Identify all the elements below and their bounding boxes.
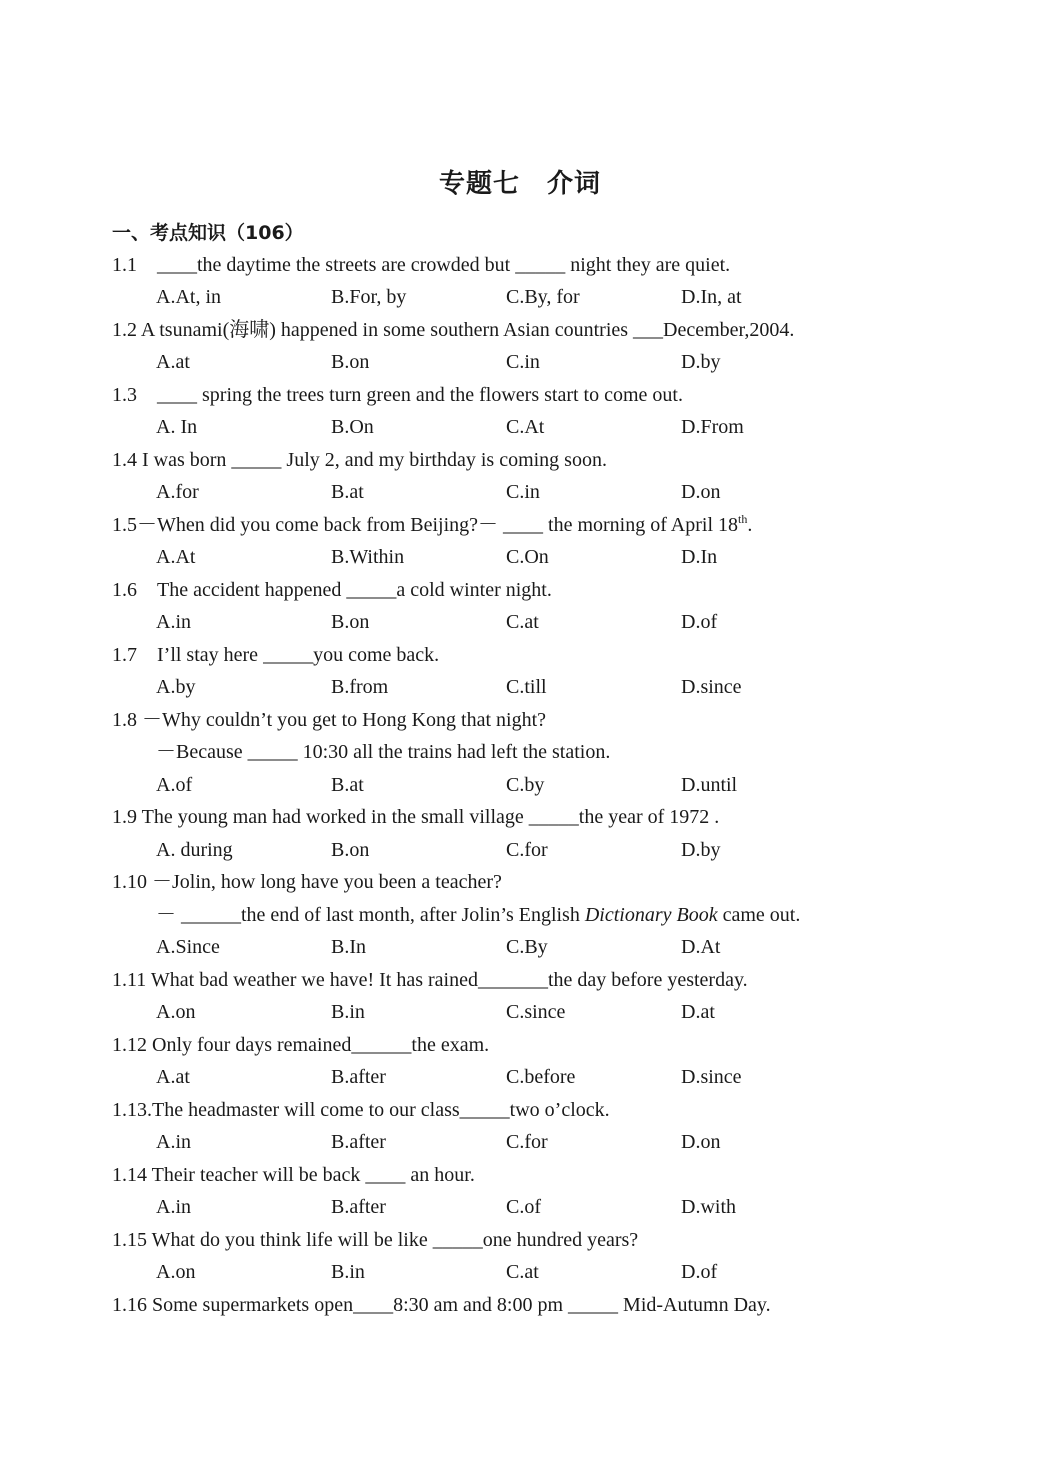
- question-1-5: [112, 513, 752, 537]
- question-1-8-reply: －Because _____ 10:30 all the trains had left the station.: [156, 741, 611, 763]
- option-a: A.at: [156, 351, 190, 373]
- question-1-13: 1.13.The headmaster will come to our class_____two o’clock.: [112, 1099, 610, 1121]
- option-c: C.before: [506, 1066, 576, 1088]
- question-1-10-reply: [156, 903, 800, 927]
- option-d: D.until: [681, 774, 738, 796]
- option-b: B.For, by: [331, 286, 407, 308]
- option-c: C.at: [506, 611, 539, 633]
- option-a: A.of: [156, 774, 193, 796]
- option-d: D.since: [681, 676, 742, 698]
- option-c: C.for: [506, 1131, 548, 1153]
- option-c: C.since: [506, 1001, 566, 1023]
- section-heading: 一、考点知识（106）: [112, 222, 304, 244]
- option-b: B.In: [331, 936, 366, 958]
- option-a: A.for: [156, 481, 199, 503]
- option-a: A.on: [156, 1261, 196, 1283]
- question-1-10: 1.10 －Jolin, how long have you been a teacher?: [112, 871, 502, 893]
- option-a: A.at: [156, 1066, 190, 1088]
- option-b: B.after: [331, 1131, 386, 1153]
- book-title: Dictionary Book: [584, 904, 718, 926]
- option-c: C.till: [506, 676, 547, 698]
- option-d: D.by: [681, 839, 721, 861]
- option-a: A.by: [156, 676, 196, 698]
- option-c: C.On: [506, 546, 549, 568]
- option-a: A. In: [156, 416, 198, 438]
- option-b: B.on: [331, 839, 370, 861]
- option-d: D.at: [681, 1001, 715, 1023]
- option-b: B.after: [331, 1196, 386, 1218]
- option-b: B.On: [331, 416, 374, 438]
- option-b: B.at: [331, 481, 364, 503]
- option-c: C.at: [506, 1261, 539, 1283]
- option-a: A.in: [156, 1196, 191, 1218]
- page-title: 专题七 介词: [438, 169, 601, 199]
- option-d: D.At: [681, 936, 721, 958]
- option-c: C.in: [506, 351, 540, 373]
- option-b: B.after: [331, 1066, 386, 1088]
- option-a: A.Since: [156, 936, 220, 958]
- option-b: B.on: [331, 611, 370, 633]
- option-c: C.By: [506, 936, 548, 958]
- question-1-12: 1.12 Only four days remained______the exam.: [112, 1034, 490, 1056]
- option-b: B.on: [331, 351, 370, 373]
- question-1-6: 1.6 The accident happened _____a cold winter night.: [112, 579, 552, 601]
- question-1-8: 1.8 －Why couldn’t you get to Hong Kong that night?: [112, 709, 547, 731]
- option-d: D.on: [681, 1131, 721, 1153]
- question-1-16: 1.16 Some supermarkets open____8:30 am and 8:00 pm _____ Mid-Autumn Day.: [112, 1294, 771, 1316]
- option-b: B.Within: [331, 546, 405, 568]
- option-a: A.in: [156, 611, 191, 633]
- option-d: D.of: [681, 611, 718, 633]
- option-b: B.at: [331, 774, 364, 796]
- option-b: B.from: [331, 676, 389, 698]
- option-c: C.in: [506, 481, 540, 503]
- option-d: D.by: [681, 351, 721, 373]
- option-d: D.In: [681, 546, 718, 568]
- question-1-2: 1.2 A tsunami(海啸) happened in some southern Asian countries ___December,2004.: [112, 319, 795, 341]
- option-c: C.for: [506, 839, 548, 861]
- option-d: D.In, at: [681, 286, 742, 308]
- option-c: C.By, for: [506, 286, 580, 308]
- reply-text: － ______the end of last month, after Jolin’s English: [156, 904, 585, 926]
- question-text: 1.5－When did you come back from Beijing?－ ____ the morning of April 18: [112, 514, 738, 536]
- question-text-end: .: [747, 514, 753, 536]
- option-d: D.with: [681, 1196, 736, 1218]
- option-c: C.by: [506, 774, 545, 796]
- ordinal-suffix: th: [738, 512, 748, 526]
- option-d: D.From: [681, 416, 744, 438]
- question-1-9: 1.9 The young man had worked in the small village _____the year of 1972 .: [112, 806, 720, 828]
- option-c: C.of: [506, 1196, 541, 1218]
- question-1-3: 1.3 ____ spring the trees turn green and the flowers start to come out.: [112, 384, 683, 406]
- question-1-14: 1.14 Their teacher will be back ____ an hour.: [112, 1164, 475, 1186]
- question-1-11: 1.11 What bad weather we have! It has rained_______the day before yesterday.: [112, 969, 748, 991]
- option-b: B.in: [331, 1261, 365, 1283]
- option-b: B.in: [331, 1001, 365, 1023]
- question-1-4: 1.4 I was born _____ July 2, and my birthday is coming soon.: [112, 449, 607, 471]
- option-a: A.At, in: [156, 286, 221, 308]
- option-a: A. during: [156, 839, 233, 861]
- question-1-1: 1.1 ____the daytime the streets are crowded but _____ night they are quiet.: [112, 254, 731, 276]
- option-a: A.in: [156, 1131, 191, 1153]
- question-1-15: 1.15 What do you think life will be like _____one hundred years?: [112, 1229, 639, 1251]
- reply-text-end: came out.: [717, 904, 801, 926]
- option-d: D.since: [681, 1066, 742, 1088]
- option-c: C.At: [506, 416, 545, 438]
- option-a: A.on: [156, 1001, 196, 1023]
- question-1-7: 1.7 I’ll stay here _____you come back.: [112, 644, 440, 666]
- option-d: D.on: [681, 481, 721, 503]
- option-d: D.of: [681, 1261, 718, 1283]
- option-a: A.At: [156, 546, 196, 568]
